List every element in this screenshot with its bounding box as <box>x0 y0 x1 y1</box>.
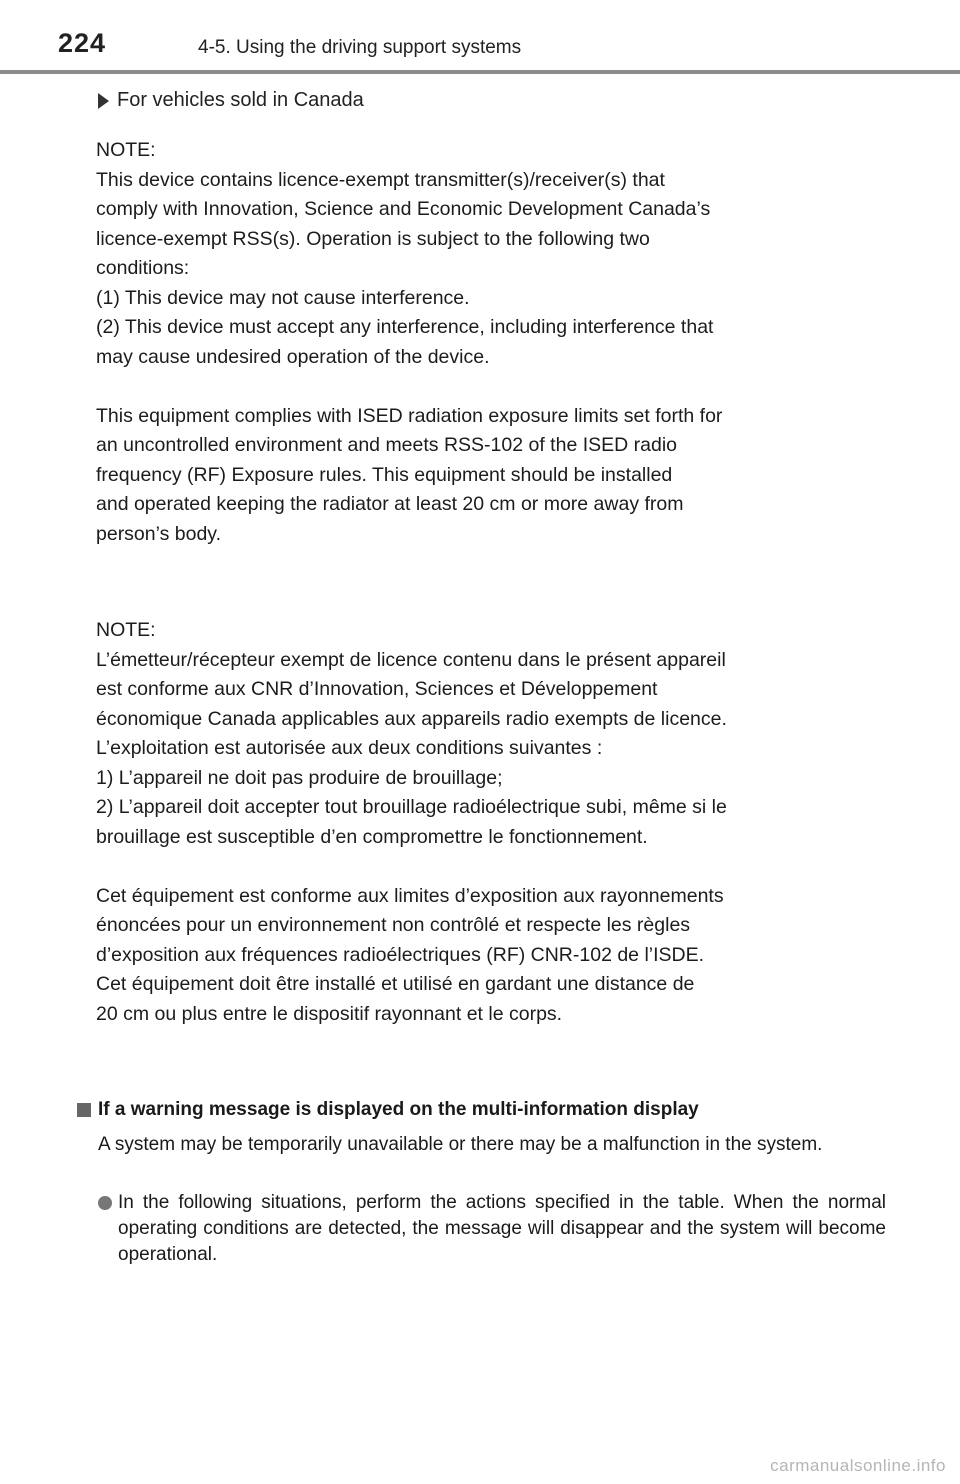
watermark: carmanualsonline.info <box>770 1456 946 1475</box>
notice-french <box>96 616 727 1029</box>
notice-fr-line: L’exploitation est autorisée aux deux conditions suivantes : <box>96 737 603 759</box>
notice-en-line: NOTE: <box>96 139 156 161</box>
exposure-fr-line: énoncées pour un environnement non contrôlé et respecte les règles <box>96 914 691 936</box>
triangle-right-icon <box>98 93 109 109</box>
notice-en-line: This device contains licence-exempt transmitter(s)/receiver(s) that <box>96 168 665 191</box>
exposure-fr-line: Cet équipement doit être installé et utilisé en gardant une distance de <box>96 973 695 995</box>
notice-en-line: may cause undesired operation of the device. <box>96 345 490 368</box>
notice-en-line: licence-exempt RSS(s). Operation is subject to the following two <box>96 227 650 250</box>
warning-bullet-item <box>98 1190 886 1268</box>
exposure-fr-line: d’exposition aux fréquences radioélectriques (RF) CNR-102 de l’ISDE. <box>96 943 705 966</box>
notice-fr-line: NOTE: <box>96 619 156 641</box>
notice-en-line: (1) This device may not cause interference. <box>96 286 470 309</box>
canada-subheading <box>98 89 364 112</box>
section-title: 4-5. Using the driving support systems <box>198 37 522 58</box>
square-bullet-icon <box>77 1103 91 1117</box>
paragraph-gap <box>96 852 727 882</box>
notice-en-line: (2) This device must accept any interference, including interference that <box>96 316 714 338</box>
exposure-en-line: person’s body. <box>96 522 222 545</box>
circle-bullet-icon <box>98 1196 112 1210</box>
notice-fr-line: 1) L’appareil ne doit pas produire de brouillage; <box>96 766 503 789</box>
warning-description: A system may be temporarily unavailable or there may be a malfunction in the system. <box>98 1134 823 1155</box>
notice-fr-line: L’émetteur/récepteur exempt de licence contenu dans le présent appareil <box>96 648 726 671</box>
warning-section-heading <box>77 1099 699 1121</box>
exposure-en-line: an uncontrolled environment and meets RSS-102 of the ISED radio <box>96 434 678 456</box>
exposure-fr-line: Cet équipement est conforme aux limites d’exposition aux rayonnements <box>96 884 724 907</box>
exposure-fr-line: 20 cm ou plus entre le dispositif rayonnant et le corps. <box>96 1002 563 1025</box>
exposure-en-line: frequency (RF) Exposure rules. This equipment should be installed <box>96 463 673 486</box>
notice-fr-line: brouillage est susceptible d’en compromettre le fonctionnement. <box>96 825 648 848</box>
notice-fr-line: 2) L’appareil doit accepter tout brouillage radioélectrique subi, même si le <box>96 796 727 818</box>
notice-fr-line: économique Canada applicables aux appareils radio exempts de licence. <box>96 707 727 730</box>
notice-fr-line: est conforme aux CNR d’Innovation, Sciences et Développement <box>96 678 658 700</box>
exposure-en-line: This equipment complies with ISED radiation exposure limits set forth for <box>96 404 723 427</box>
page-number: 224 <box>58 28 107 58</box>
notice-en-line: conditions: <box>96 257 190 279</box>
page-header <box>0 0 960 76</box>
warning-bullet-text: In the following situations, perform the actions specified in the table. When the normal operating conditions are detected, the message will disappear and the system will become operational. <box>118 1192 886 1265</box>
canada-subheading-text: For vehicles sold in Canada <box>117 89 364 111</box>
notice-english <box>96 136 722 549</box>
exposure-en-line: and operated keeping the radiator at least 20 cm or more away from <box>96 493 684 515</box>
paragraph-gap <box>96 372 722 402</box>
header-divider <box>0 70 960 74</box>
notice-en-line: comply with Innovation, Science and Economic Development Canada’s <box>96 198 711 220</box>
warning-heading-text: If a warning message is displayed on the multi-information display <box>98 1099 699 1120</box>
